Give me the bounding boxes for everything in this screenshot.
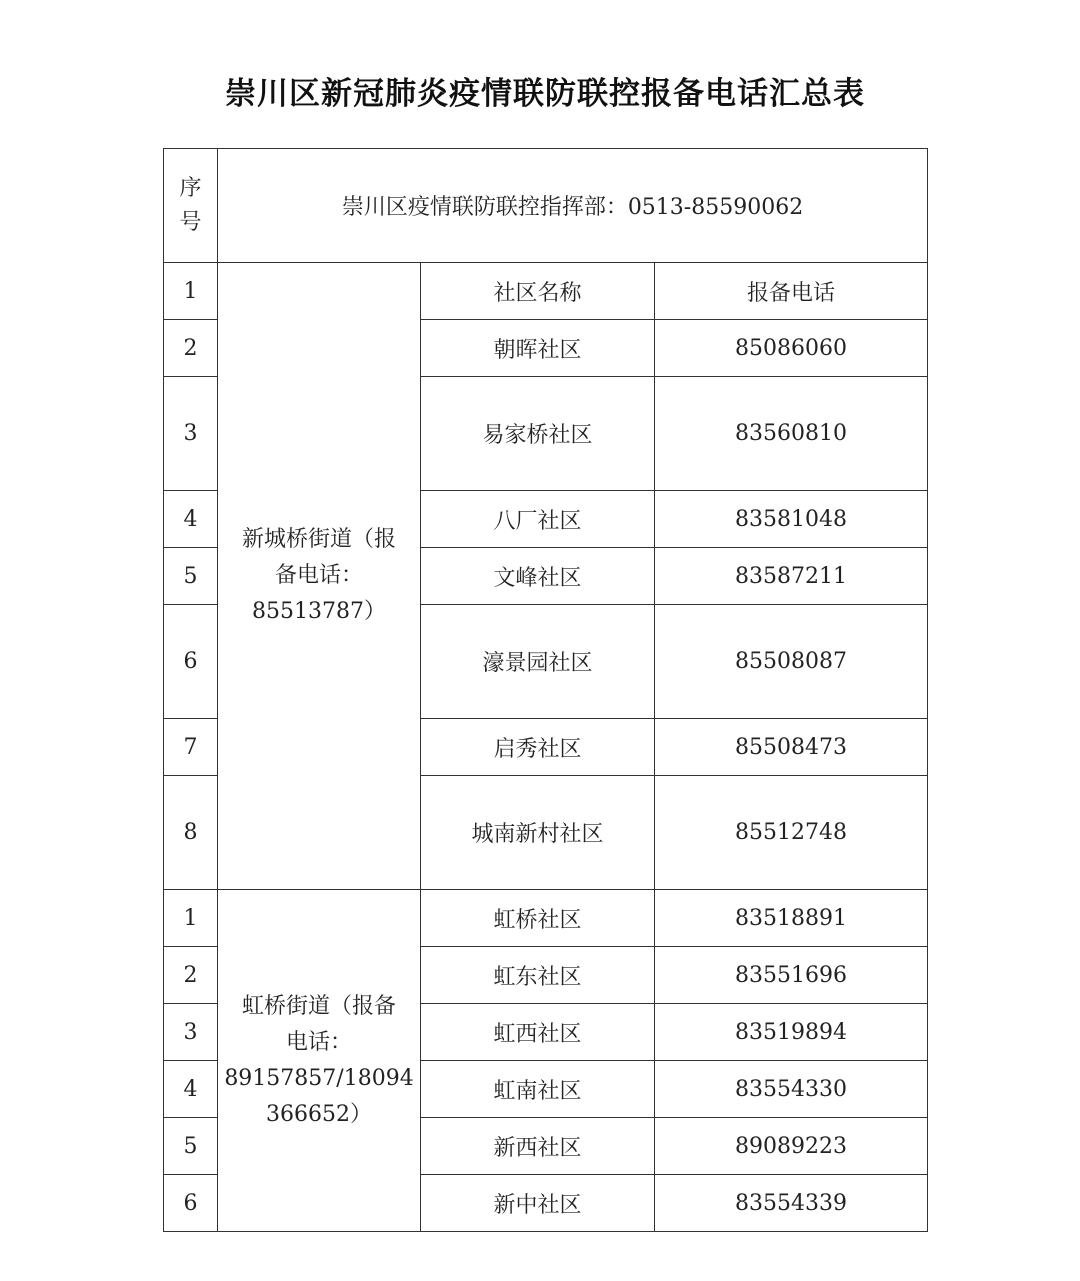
phone-cell: 83518891 — [655, 890, 928, 947]
seq-cell: 4 — [164, 1061, 218, 1118]
group-label-line: 电话： — [285, 1029, 352, 1055]
group-label-line: 89157857/18094 — [224, 1065, 414, 1091]
seq-cell: 5 — [164, 548, 218, 605]
phone-cell: 83581048 — [655, 491, 928, 548]
seq-cell: 2 — [164, 320, 218, 377]
seq-cell: 8 — [164, 776, 218, 890]
community-name-cell: 虹南社区 — [421, 1061, 655, 1118]
community-name-cell: 八厂社区 — [421, 491, 655, 548]
group-cell-hongqiao — [218, 890, 421, 1232]
seq-cell: 2 — [164, 947, 218, 1004]
phone-cell: 83587211 — [655, 548, 928, 605]
seq-cell: 7 — [164, 719, 218, 776]
seq-cell: 3 — [164, 1004, 218, 1061]
community-name-cell: 朝晖社区 — [421, 320, 655, 377]
page-title: 崇川区新冠肺炎疫情联防联控报备电话汇总表 — [225, 76, 865, 112]
phone-cell: 83551696 — [655, 947, 928, 1004]
phone-table — [163, 148, 928, 1232]
table-row — [164, 263, 928, 320]
community-name-header: 社区名称 — [421, 263, 655, 320]
community-name-cell: 虹东社区 — [421, 947, 655, 1004]
community-name-cell: 易家桥社区 — [421, 377, 655, 491]
phone-cell: 85512748 — [655, 776, 928, 890]
community-name-cell: 虹桥社区 — [421, 890, 655, 947]
seq-cell: 5 — [164, 1118, 218, 1175]
community-name-cell: 新西社区 — [421, 1118, 655, 1175]
phone-cell: 83519894 — [655, 1004, 928, 1061]
community-name-cell: 城南新村社区 — [421, 776, 655, 890]
phone-cell: 85508473 — [655, 719, 928, 776]
seq-header-line1: 序 — [179, 175, 202, 201]
seq-header-line2: 号 — [179, 209, 202, 235]
group-label-line: 备电话： — [274, 563, 363, 588]
community-name-cell: 新中社区 — [421, 1175, 655, 1232]
hq-phone-cell: 崇川区疫情联防联控指挥部：0513-85590062 — [218, 149, 928, 263]
header-row — [164, 149, 928, 263]
group-label-line: 366652） — [266, 1101, 372, 1127]
seq-cell: 1 — [164, 263, 218, 320]
group-label-line: 新城桥街道（报 — [241, 527, 396, 552]
seq-header-cell — [164, 149, 218, 263]
community-name-cell: 文峰社区 — [421, 548, 655, 605]
seq-cell: 3 — [164, 377, 218, 491]
phone-header: 报备电话 — [655, 263, 928, 320]
phone-cell: 85508087 — [655, 605, 928, 719]
group-cell-xinchengqiao — [218, 263, 421, 890]
table-row — [164, 890, 928, 947]
community-name-cell: 启秀社区 — [421, 719, 655, 776]
seq-cell: 4 — [164, 491, 218, 548]
phone-cell: 83560810 — [655, 377, 928, 491]
seq-cell: 6 — [164, 1175, 218, 1232]
community-name-cell: 虹西社区 — [421, 1004, 655, 1061]
seq-cell: 1 — [164, 890, 218, 947]
phone-cell: 83554330 — [655, 1061, 928, 1118]
phone-cell: 89089223 — [655, 1118, 928, 1175]
seq-cell: 6 — [164, 605, 218, 719]
phone-cell: 85086060 — [655, 320, 928, 377]
group-label-line: 虹桥街道（报备 — [241, 993, 396, 1019]
community-name-cell: 濠景园社区 — [421, 605, 655, 719]
phone-cell: 83554339 — [655, 1175, 928, 1232]
group-label-line: 85513787） — [252, 599, 386, 624]
